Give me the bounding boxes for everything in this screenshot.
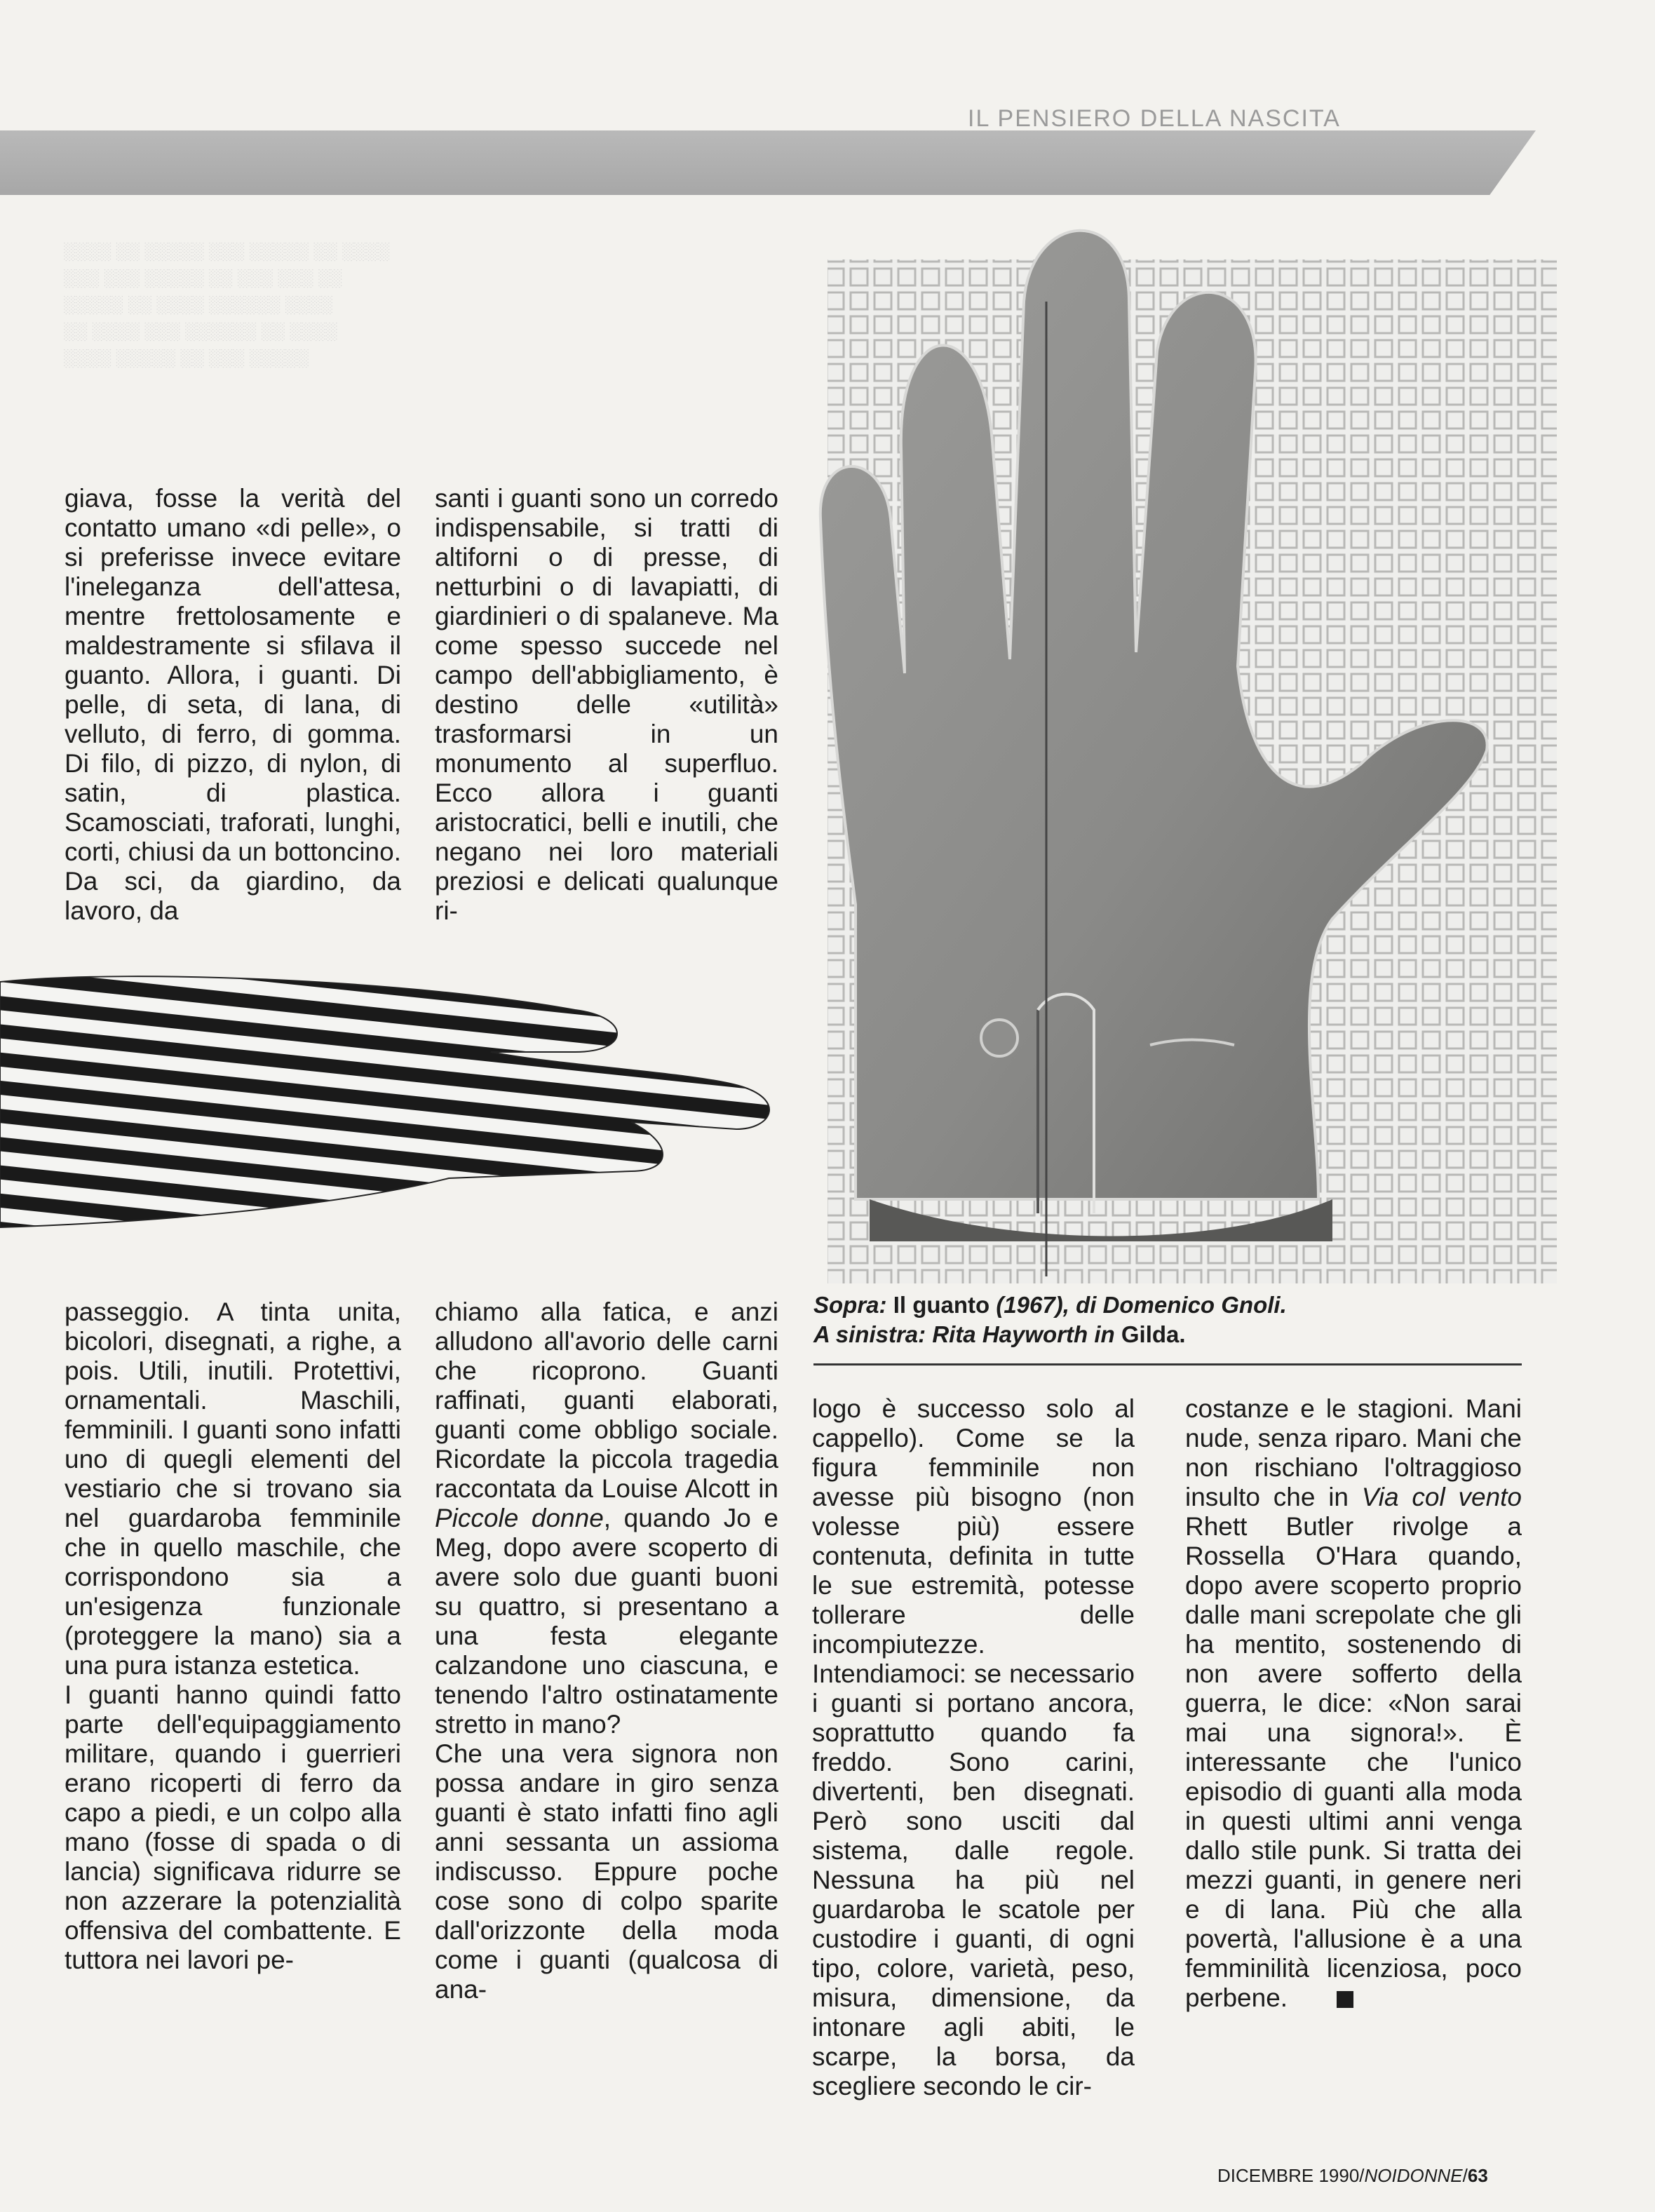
striped-glove-image bbox=[0, 968, 778, 1234]
caption-line-1: Sopra: Il guanto (1967), di Domenico Gnoli. bbox=[813, 1292, 1287, 1318]
paragraph: passeggio. A tinta unita, bicolori, disegnati, a righe, a pois. Utili, inutili. Protettivi, ornamentali. Maschili, femminili. I guanti sono infatti uno di quegli elementi del vestiario che si trovano sia nel guardaroba femminile che in quello maschile, che corrispondono sia a un'esigenza funzionale (proteggere la mano) sia a una pura istanza estetica. bbox=[65, 1297, 401, 1680]
end-of-article-mark bbox=[1337, 1991, 1353, 2008]
film-title: Via col vento bbox=[1361, 1483, 1522, 1511]
page-number: 63 bbox=[1467, 2165, 1488, 2186]
section-tag: IL PENSIERO DELLA NASCITA bbox=[968, 105, 1341, 132]
glove-button bbox=[981, 1020, 1018, 1056]
paragraph: giava, fosse la verità del contatto umano «di pelle», o si preferisse invece evitare l'ineleganza dell'attesa, mentre frettolosamente e maldestramente si sfilava il guanto. Allora, i guanti. Di pelle, di seta, di lana, di velluto, di ferro, di gomma. Di filo, di pizzo, di nylon, di satin, di plastica. Scamosciati, traforati, lunghi, corti, chiusi da un bottoncino. Da sci, da giardino, da lavoro, da bbox=[65, 484, 401, 925]
page-footer: DICEMBRE 1990/NOIDONNE/63 bbox=[1217, 2165, 1488, 2186]
header-band bbox=[0, 130, 1536, 195]
article-column-5 bbox=[812, 1394, 1135, 2101]
paragraph: I guanti hanno quindi fatto parte dell'equipaggiamento militare, quando i guerrieri erano ricoperti di ferro da capo a piedi, e un colpo alla mano (fosse di spada o di lancia) significava ridurre se non azzerare la potenzialità offensiva del combattente. E tuttora nei lavori pe- bbox=[65, 1680, 401, 1974]
article-column-2 bbox=[435, 484, 778, 926]
caption-line-2: A sinistra: Rita Hayworth in Gilda. bbox=[813, 1321, 1186, 1347]
book-title: Piccole donne bbox=[435, 1504, 604, 1532]
paragraph: costanze e le stagioni. Mani nude, senza riparo. Mani che non rischiano l'oltraggioso insulto che in Via col vento Rhett Butler rivolge a Rossella O'Hara quando, dopo avere scoperto proprio dalle mani screpolate che gli ha mentito, sostenendo di non avere sofferto della guerra, le dice: «Non sarai mai una signora!». È interessante che l'unico episodio di guanti alla moda in questi ultimi anni venga dallo stile punk. Si tratta dei mezzi guanti, in genere neri e di lana. Più che alla povertà, l'allusione è a una femminilità licenziosa, poco perbene. bbox=[1185, 1394, 1522, 2012]
caption-rule bbox=[813, 1363, 1522, 1365]
paragraph: santi i guanti sono un corredo indispensabile, si tratti di altiforni o di presse, di netturbini o di lavapiatti, di giardinieri o di spalaneve. Ma come spesso succede nel campo dell'abbigliamento, è destino delle «utilità» trasformarsi in un monumento al superfluo. Ecco allora i guanti aristocratici, belli e inutili, che negano nei loro materiali preziosi e delicati qualunque ri- bbox=[435, 484, 778, 925]
glove-painting-image bbox=[799, 217, 1557, 1283]
paragraph: logo è successo solo al cappello). Come se la figura femminile non avesse più bisogno (non volesse più) essere contenuta, definita in tutte le sue estremità, potesse tollerare delle incompiutezze. Intendiamoci: se necessario i guanti si portano ancora, soprattutto quando fa freddo. Sono carini, divertenti, ben disegnati. Però sono usciti dal sistema, dalle regole. Nessuna ha più nel guardaroba le scatole per custodire i guanti, di ogni tipo, colore, varietà, peso, misura, dimensione, da intonare agli abiti, le scarpe, la borsa, da scegliere secondo le cir- bbox=[812, 1394, 1135, 2100]
bleed-through-text: ░░░░ ░░ ░░░░░ ░░░ ░░░░░ ░░ ░░░░ ░░░ ░░░ ░░░░░ ░░ ░░░ ░░░ ░░ ░░░░░ ░░ ░░░░ ░░░░░░ ░░░░ ░░ ░░░░ ░░░ ░░░░░░ ░░ ░░░░ ░░░░ ░░░░░ ░░ ░░░ ░░░░░ bbox=[63, 242, 390, 367]
magazine-name: NOIDONNE bbox=[1364, 2165, 1463, 2186]
photo-caption bbox=[813, 1290, 1522, 1349]
paragraph: Che una vera signora non possa andare in giro senza guanti è stato infatti fino agli anni sessanta un assioma indiscusso. Eppure poche cose sono di colpo sparite dall'orizzonte della moda come i guanti (qualcosa di ana- bbox=[435, 1739, 778, 2004]
article-column-1 bbox=[65, 484, 401, 926]
paragraph: chiamo alla fatica, e anzi alludono all'avorio delle carni che ricoprono. Guanti raffinati, guanti elaborati, guanti come obbligo sociale. Ricordate la piccola tragedia raccontata da Louise Alcott in Piccole donne, quando Jo e Meg, dopo avere scoperto di avere solo due guanti buoni su quattro, si presentano a una festa elegante calzandone uno ciascuna, e tenendo l'altro ostinatamente stretto in mano? bbox=[435, 1297, 778, 1739]
article-column-3 bbox=[65, 1297, 401, 1975]
article-column-6 bbox=[1185, 1394, 1522, 2013]
article-column-4 bbox=[435, 1297, 778, 2004]
